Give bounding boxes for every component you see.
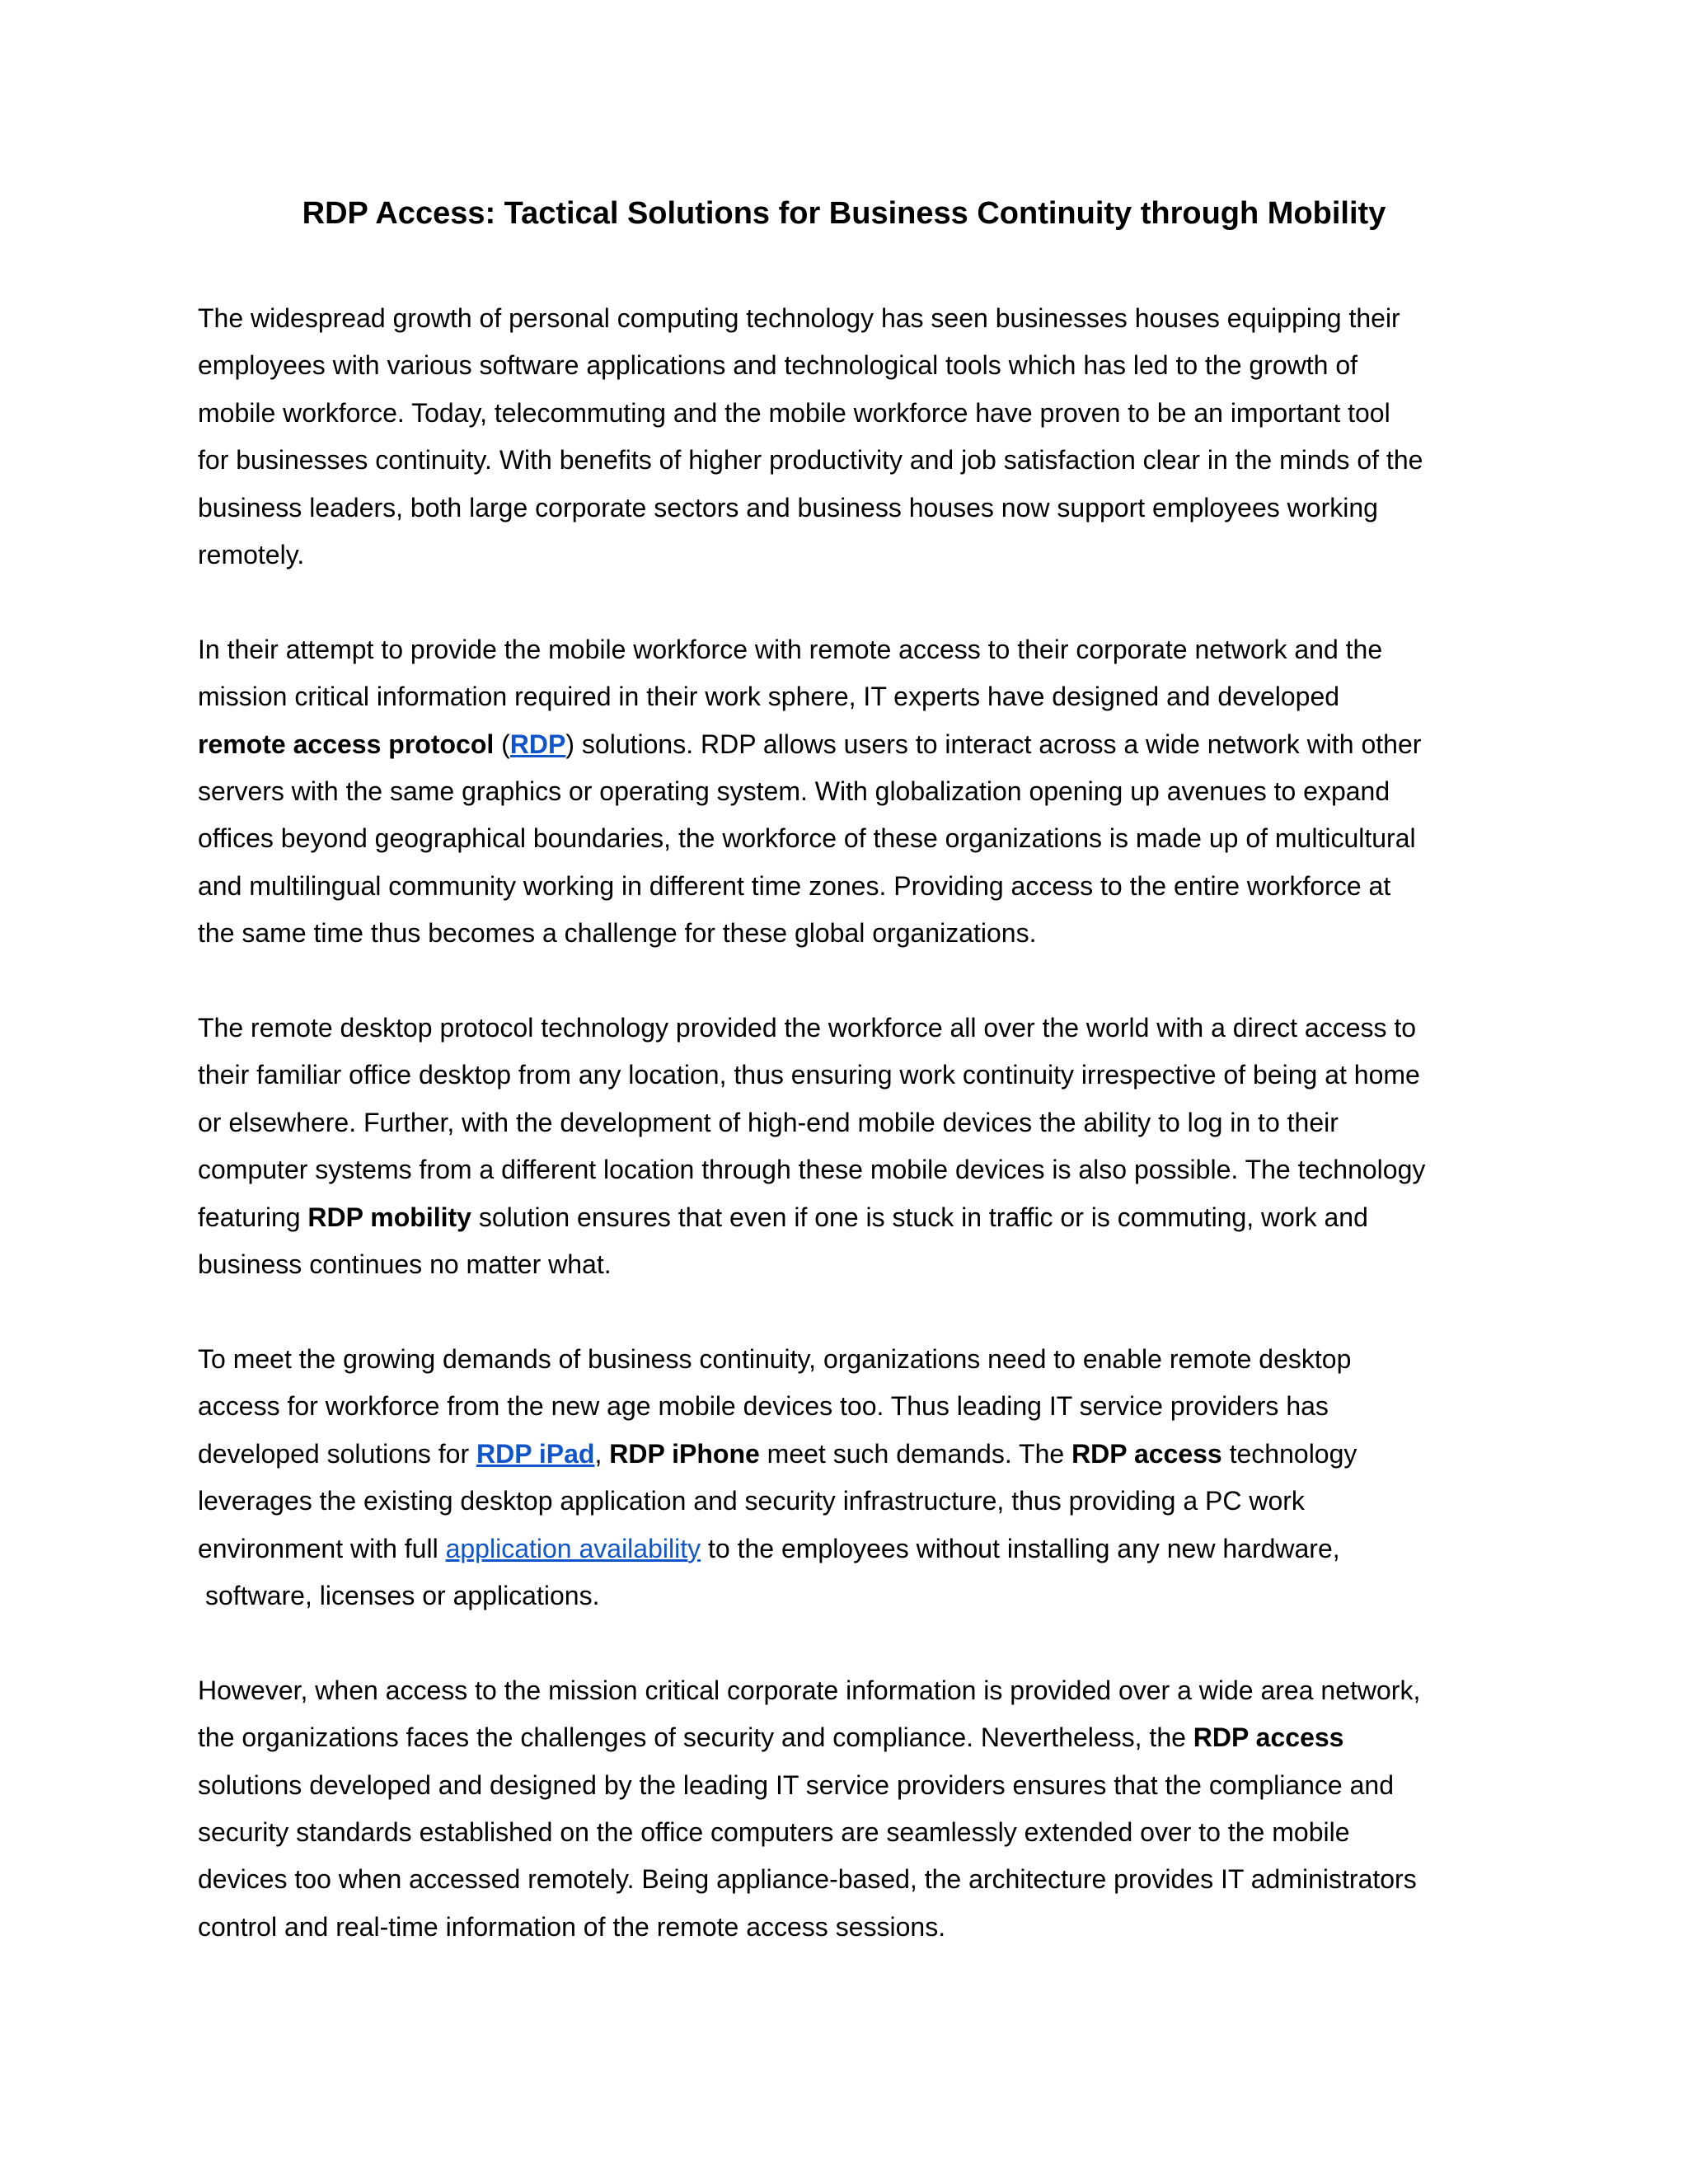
text-line: mission critical information required in their work sphere, IT experts have designed and developed [198,682,1340,712]
text-line: or elsewhere. Further, with the development of high-end mobile devices the ability to log in to their [198,1107,1339,1137]
text-line: offices beyond geographical boundaries, the workforce of these organizations is made up of multicultural [198,823,1416,854]
rdp-link[interactable]: RDP [509,729,566,759]
paragraph-2 [198,626,1492,958]
text-line [198,721,1492,768]
inline-text: featuring [198,1202,308,1232]
text-line [198,1194,1492,1241]
inline-text: ( [494,729,510,759]
inline-text: , [594,1438,610,1469]
inline-text: the organizations faces the challenges of security and compliance. Nevertheless, the [198,1722,1193,1753]
text-line: leverages the existing desktop application and security infrastructure, thus providing a PC work [198,1486,1305,1516]
inline-text: environment with full [198,1533,446,1563]
rdp-ipad-link[interactable]: RDP iPad [476,1438,595,1469]
text-line: In their attempt to provide the mobile workforce with remote access to their corporate network and the [198,634,1383,664]
text-line: access for workforce from the new age mobile devices too. Thus leading IT service providers has [198,1391,1329,1422]
text-line: business leaders, both large corporate sectors and business houses now support employees working [198,492,1378,523]
text-line: solutions developed and designed by the leading IT service providers ensures that the compliance and [198,1769,1394,1800]
document-title: RDP Access: Tactical Solutions for Business Continuity through Mobility [302,196,1386,231]
text-line: However, when access to the mission critical corporate information is provided over a wide area network, [198,1675,1421,1705]
bold-term-rdp-access: RDP access [1193,1722,1344,1753]
text-line: security standards established on the office computers are seamlessly extended over to the mobile [198,1816,1350,1847]
text-line: employees with various software applications and technological tools which has led to the growth of [198,350,1358,381]
text-line: remotely. [198,540,305,570]
text-line: software, licenses or applications. [205,1580,600,1610]
text-line: for businesses continuity. With benefits of higher productivity and job satisfaction clear in the minds of the [198,445,1423,476]
inline-text: ) solutions. RDP allows users to interact across a wide network with other [565,729,1422,759]
inline-text: developed solutions for [198,1438,476,1469]
text-line [198,1431,1492,1478]
text-line: control and real-time information of the remote access sessions. [198,1911,946,1942]
text-line: the same time thus becomes a challenge for these global organizations. [198,918,1037,949]
text-line: devices too when accessed remotely. Being appliance-based, the architecture provides IT administrators [198,1864,1417,1895]
inline-text: technology [1221,1438,1357,1469]
inline-text: to the employees without installing any new hardware, [701,1533,1340,1563]
text-line: servers with the same graphics or operating system. With globalization opening up avenues to expand [198,776,1390,807]
bold-term-remote-access-protocol: remote access protocol [198,729,495,759]
text-line: The remote desktop protocol technology provided the workforce all over the world with a direct access to [198,1013,1417,1043]
document-body [198,295,1492,1999]
text-line [198,1714,1492,1761]
paragraph-4 [198,1336,1492,1619]
text-line: and multilingual community working in different time zones. Providing access to the entire workforce at [198,870,1391,901]
text-line: mobile workforce. Today, telecommuting and the mobile workforce have proven to be an important tool [198,397,1390,428]
application-availability-link[interactable]: application availability [445,1533,701,1563]
inline-text: solution ensures that even if one is stuck in traffic or is commuting, work and [471,1202,1368,1232]
text-line: computer systems from a different location through these mobile devices is also possible. The technology [198,1155,1426,1185]
text-line: To meet the growing demands of business continuity, organizations need to enable remote desktop [198,1343,1352,1374]
bold-term-rdp-access: RDP access [1071,1438,1222,1469]
paragraph-1 [198,295,1492,579]
inline-text: meet such demands. The [759,1438,1072,1469]
text-line: The widespread growth of personal computing technology has seen businesses houses equipping their [198,303,1400,333]
bold-term-rdp-iphone: RDP iPhone [609,1438,760,1469]
text-line: their familiar office desktop from any location, thus ensuring work continuity irrespective of being at home [198,1060,1420,1090]
paragraph-5 [198,1667,1492,1951]
paragraph-3 [198,1005,1492,1288]
bold-term-rdp-mobility: RDP mobility [307,1202,471,1232]
text-line: business continues no matter what. [198,1249,612,1280]
text-line [198,1526,1492,1572]
